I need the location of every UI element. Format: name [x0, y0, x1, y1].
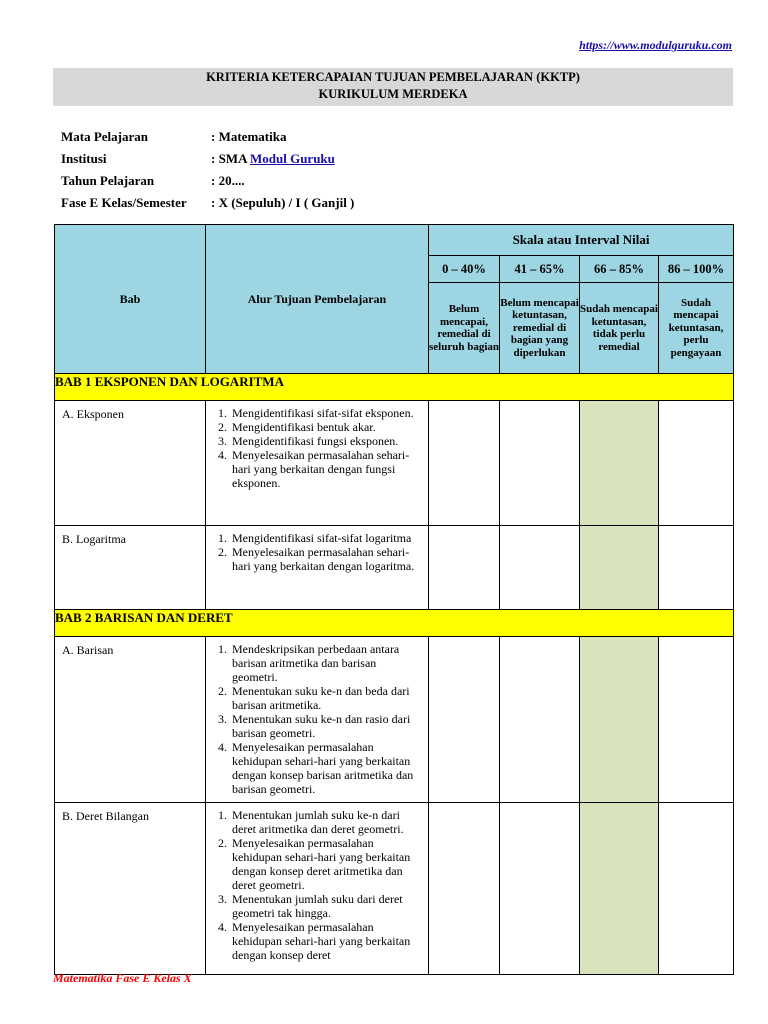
score-cell[interactable]: [429, 526, 500, 610]
tp-item: 1. Mengidentifikasi sifat-sifat logaritma: [230, 531, 424, 545]
score-cell[interactable]: [580, 803, 659, 975]
score-cell[interactable]: [429, 803, 500, 975]
range-description: Sudah mencapai ketuntasan, perlu pengayaan: [659, 283, 734, 374]
range-header: 0 – 40%: [429, 256, 500, 283]
score-cell[interactable]: [580, 526, 659, 610]
subbab-label: A. Eksponen: [55, 401, 206, 526]
score-cell[interactable]: [429, 637, 500, 803]
fase-label: Fase E Kelas/Semester: [61, 195, 187, 210]
tahun-value: : 20....: [211, 173, 245, 188]
tp-item: 4. Menyelesaikan permasalahan sehari-hari yang berkaitan dengan fungsi eksponen.: [230, 448, 424, 490]
tp-item: 3. Menentukan jumlah suku dari deret geometri tak hingga.: [230, 892, 424, 920]
info-row-mapel: [61, 126, 354, 148]
table-row: [55, 637, 734, 803]
tp-item: 3. Menentukan suku ke-n dan rasio dari barisan geometri.: [230, 712, 424, 740]
institusi-link[interactable]: Modul Guruku: [250, 151, 335, 166]
website-link[interactable]: https://www.modulguruku.com: [579, 38, 732, 52]
bab-2-heading: BAB 2 BARISAN DAN DERET: [55, 610, 734, 637]
range-header: 86 – 100%: [659, 256, 734, 283]
scale-header: Skala atau Interval Nilai: [429, 225, 734, 256]
tp-item: 2. Mengidentifikasi bentuk akar.: [230, 420, 424, 434]
document-title: [53, 68, 733, 106]
info-row-tahun: [61, 170, 354, 192]
score-cell[interactable]: [429, 401, 500, 526]
range-description: Belum mencapai ketuntasan, remedial di bagian yang diperlukan: [500, 283, 580, 374]
tp-item: 2. Menyelesaikan permasalahan kehidupan sehari-hari yang berkaitan dengan konsep deret aritmetika dan deret geometri.: [230, 836, 424, 892]
score-cell[interactable]: [580, 637, 659, 803]
bab-header: Bab: [55, 225, 206, 374]
range-header: 41 – 65%: [500, 256, 580, 283]
score-cell[interactable]: [500, 637, 580, 803]
range-description: Belum mencapai, remedial di seluruh bagian: [429, 283, 500, 374]
tp-item: 2. Menentukan suku ke-n dan beda dari barisan aritmetika.: [230, 684, 424, 712]
info-block: [61, 126, 354, 214]
institusi-label: Institusi: [61, 151, 107, 166]
range-header: 66 – 85%: [580, 256, 659, 283]
fase-value: : X (Sepuluh) / I ( Ganjil ): [211, 195, 355, 210]
tp-list: [206, 803, 429, 975]
tahun-label: Tahun Pelajaran: [61, 173, 155, 188]
table-row: [55, 526, 734, 610]
atp-header: Alur Tujuan Pembelajaran: [206, 225, 429, 374]
mapel-value: : Matematika: [211, 129, 287, 144]
table-row: [55, 803, 734, 975]
tp-item: 3. Mengidentifikasi fungsi eksponen.: [230, 434, 424, 448]
subbab-label: A. Barisan: [55, 637, 206, 803]
institusi-prefix: : SMA: [211, 151, 250, 166]
title-line-2: KURIKULUM MERDEKA: [318, 87, 468, 101]
score-cell[interactable]: [659, 637, 734, 803]
bab-1-heading: BAB 1 EKSPONEN DAN LOGARITMA: [55, 374, 734, 401]
subbab-label: B. Deret Bilangan: [55, 803, 206, 975]
info-row-fase: [61, 192, 354, 214]
score-cell[interactable]: [659, 803, 734, 975]
kktp-table: [54, 224, 734, 975]
info-row-institusi: [61, 148, 354, 170]
range-description: Sudah mencapai ketuntasan, tidak perlu remedial: [580, 283, 659, 374]
table-row: [55, 401, 734, 526]
tp-list: [206, 637, 429, 803]
title-line-1: KRITERIA KETERCAPAIAN TUJUAN PEMBELAJARAN (KKTP): [206, 70, 580, 84]
tp-list: [206, 526, 429, 610]
mapel-label: Mata Pelajaran: [61, 129, 149, 144]
score-cell[interactable]: [500, 401, 580, 526]
score-cell[interactable]: [659, 401, 734, 526]
score-cell[interactable]: [659, 526, 734, 610]
footer-text: Matematika Fase E Kelas X: [53, 971, 192, 985]
tp-list: [206, 401, 429, 526]
tp-item: 1. Menentukan jumlah suku ke-n dari deret aritmetika dan deret geometri.: [230, 808, 424, 836]
score-cell[interactable]: [580, 401, 659, 526]
tp-item: 4. Menyelesaikan permasalahan kehidupan sehari-hari yang berkaitan dengan konsep barisan aritmetika dan barisan geometri.: [230, 740, 424, 796]
tp-item: 1. Mendeskripsikan perbedaan antara barisan aritmetika dan barisan geometri.: [230, 642, 424, 684]
tp-item: 2. Menyelesaikan permasalahan sehari-hari yang berkaitan dengan logaritma.: [230, 545, 424, 573]
tp-item: 1. Mengidentifikasi sifat-sifat eksponen.: [230, 406, 424, 420]
subbab-label: B. Logaritma: [55, 526, 206, 610]
score-cell[interactable]: [500, 526, 580, 610]
score-cell[interactable]: [500, 803, 580, 975]
tp-item: 4. Menyelesaikan permasalahan kehidupan sehari-hari yang berkaitan dengan konsep deret: [230, 920, 424, 962]
